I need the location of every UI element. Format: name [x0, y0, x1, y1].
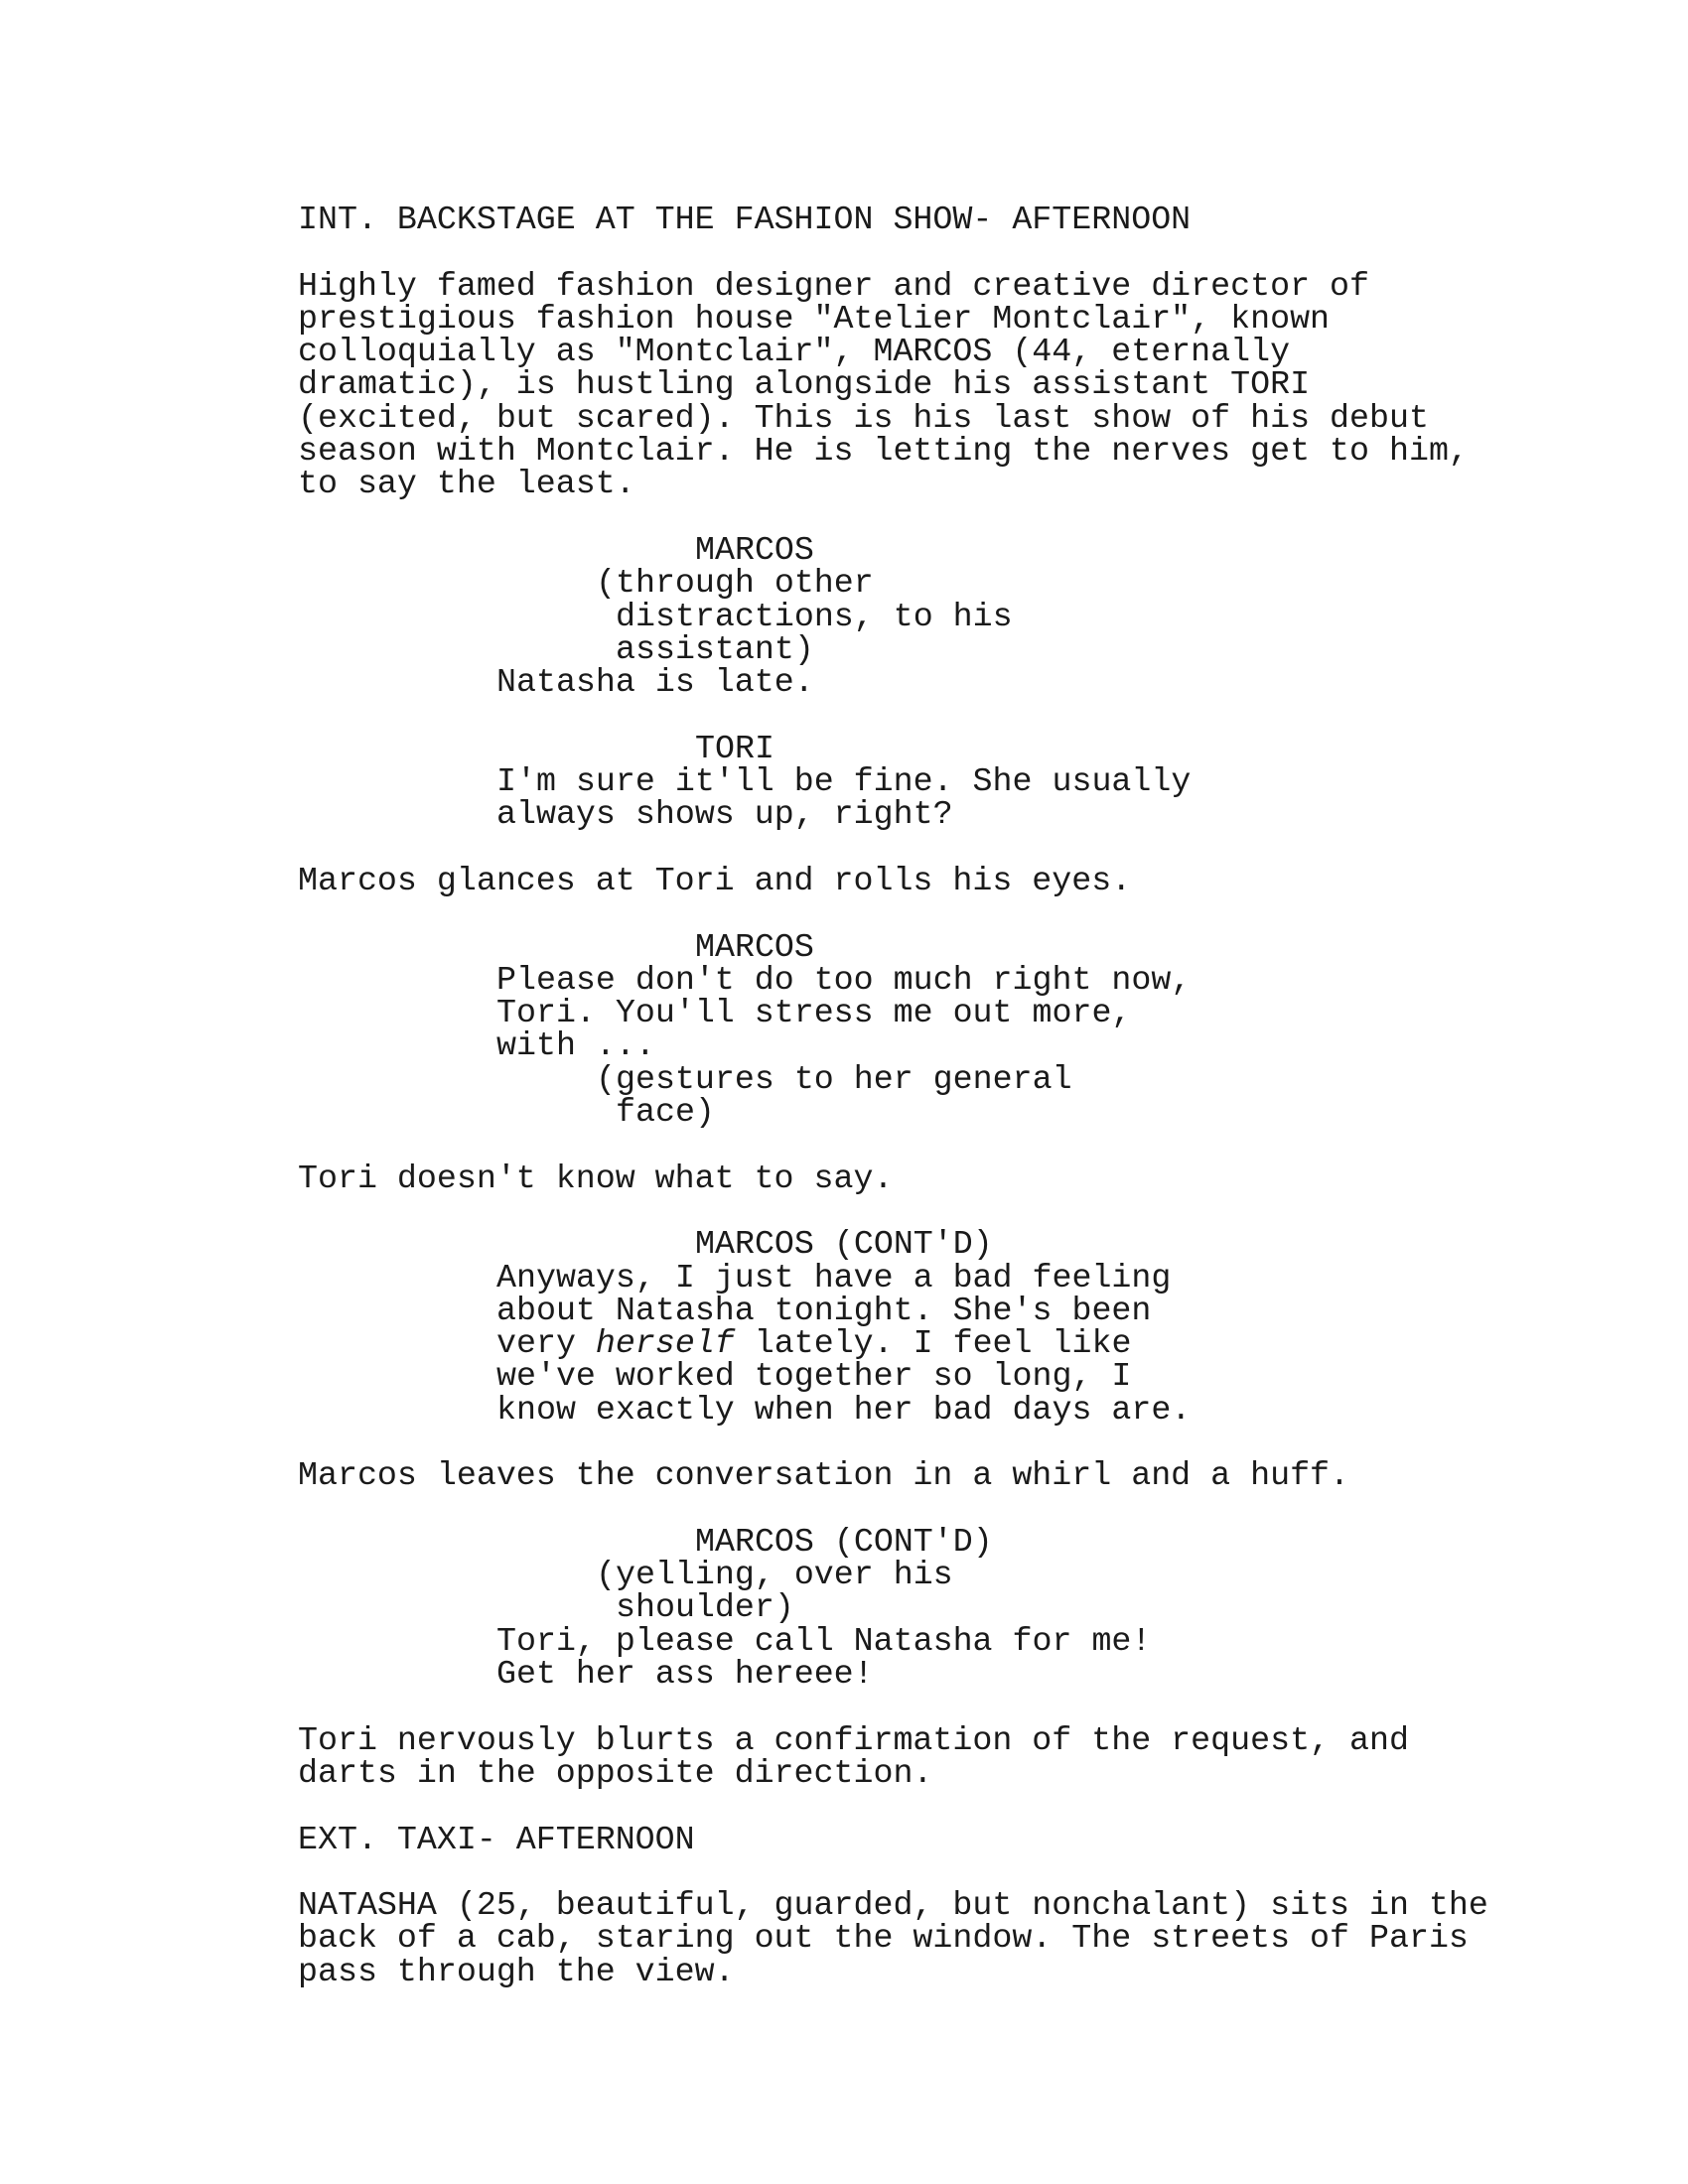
character-name: TORI: [695, 729, 774, 767]
dialogue-line: we've worked together so long, I: [496, 1357, 1132, 1396]
spacer: [298, 501, 1489, 534]
emphasized-word: herself: [595, 1324, 735, 1363]
dialogue-line: with ...: [496, 1026, 655, 1065]
spacer: [298, 1427, 1489, 1459]
spacer: [298, 1195, 1489, 1228]
spacer: [298, 1129, 1489, 1161]
parenthetical: distractions, to his: [616, 597, 1013, 635]
spacer: [298, 1493, 1489, 1526]
dialogue-block: [298, 1522, 1489, 1694]
dialogue-line: Anyways, I just have a bad feeling: [496, 1258, 1172, 1297]
spacer: [298, 1790, 1489, 1823]
action-line: Marcos glances at Tori and rolls his eyes.: [298, 861, 1132, 899]
spacer: [298, 1691, 1489, 1723]
scene-heading: EXT. TAXI- AFTERNOON: [298, 1820, 695, 1858]
character-name: MARCOS: [695, 530, 814, 569]
dialogue-block: [298, 729, 1489, 834]
scene-heading: INT. BACKSTAGE AT THE FASHION SHOW- AFTERNOON: [298, 201, 1192, 238]
action-line: NATASHA (25, beautiful, guarded, but nonchalant) sits in the: [298, 1886, 1488, 1925]
dialogue-line: always shows up, right?: [496, 795, 953, 834]
spacer: [298, 236, 1489, 269]
dialogue-line: about Natasha tonight. She's been: [496, 1291, 1152, 1329]
character-name: MARCOS (CONT'D): [695, 1225, 993, 1264]
action-line: to say the least.: [298, 465, 635, 503]
parenthetical: (gestures to her general: [596, 1059, 1072, 1098]
action-line: Marcos leaves the conversation in a whirl and a huff.: [298, 1456, 1350, 1495]
dialogue-line: Please don't do too much right now,: [496, 960, 1192, 999]
dialogue-line: Tori, please call Natasha for me!: [496, 1621, 1152, 1660]
character-name: MARCOS: [695, 927, 814, 966]
screenplay-body: [298, 201, 1489, 1990]
action-line: season with Montclair. He is letting the nerves get to him,: [298, 432, 1469, 471]
dialogue-block: [298, 530, 1489, 702]
dialogue-text: lately. I feel like: [734, 1324, 1132, 1363]
dialogue-block: [298, 1225, 1489, 1429]
character-name: MARCOS (CONT'D): [695, 1522, 993, 1561]
dialogue-line: Natasha is late.: [496, 663, 814, 702]
action-line: pass through the view.: [298, 1952, 735, 1990]
parenthetical: (through other: [596, 564, 874, 603]
parenthetical: shoulder): [616, 1588, 794, 1627]
action-line: dramatic), is hustling alongside his assistant TORI: [298, 365, 1311, 404]
spacer: [298, 699, 1489, 732]
action-line: colloquially as "Montclair", MARCOS (44, eternally: [298, 333, 1291, 371]
action-line: back of a cab, staring out the window. The streets of Paris: [298, 1919, 1469, 1958]
spacer: [298, 897, 1489, 930]
action-line: (excited, but scared). This is his last show of his debut: [298, 398, 1429, 437]
action-line: prestigious fashion house "Atelier Montclair", known: [298, 299, 1331, 338]
dialogue-line: Tori. You'll stress me out more,: [496, 994, 1132, 1032]
action-line: Tori nervously blurts a confirmation of the request, and: [298, 1720, 1409, 1759]
action-line: darts in the opposite direction.: [298, 1753, 933, 1792]
action-block: [298, 1720, 1489, 1792]
dialogue-line: Get her ass hereee!: [496, 1655, 874, 1694]
spacer: [298, 1856, 1489, 1889]
dialogue-line: know exactly when her bad days are.: [496, 1390, 1192, 1429]
dialogue-line-emphasis: [298, 1324, 1489, 1363]
action-line: Tori doesn't know what to say.: [298, 1159, 894, 1197]
dialogue-line: I'm sure it'll be fine. She usually: [496, 762, 1192, 801]
action-block: [298, 1886, 1489, 1990]
action-block: [298, 266, 1489, 503]
action-line: Highly famed fashion designer and creative director of: [298, 266, 1369, 305]
dialogue-block: [298, 927, 1489, 1132]
parenthetical: face): [616, 1093, 715, 1132]
dialogue-text: very: [496, 1324, 596, 1363]
parenthetical: assistant): [616, 629, 814, 668]
spacer: [298, 832, 1489, 865]
parenthetical: (yelling, over his: [596, 1556, 953, 1594]
